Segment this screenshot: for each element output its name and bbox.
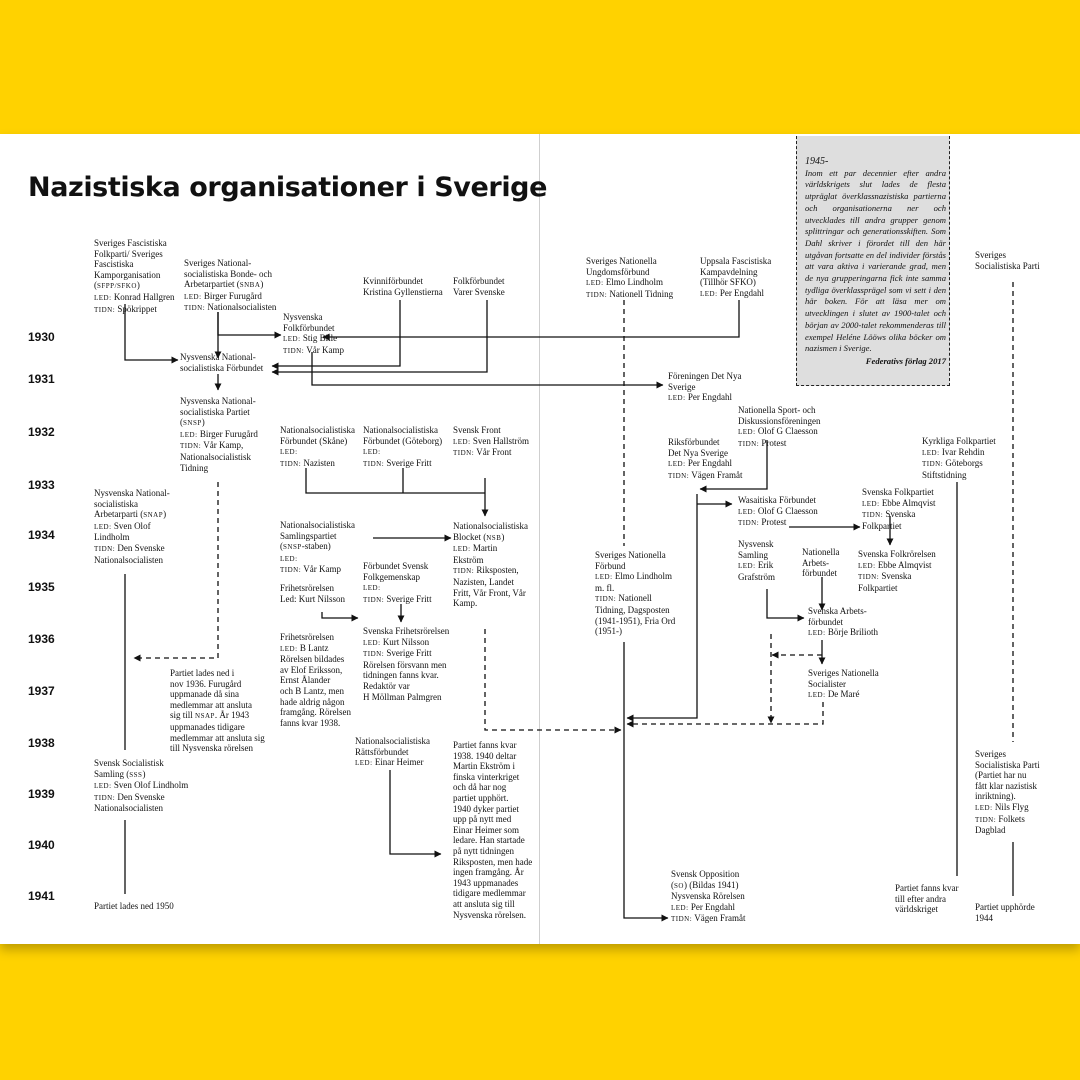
epilogue-note <box>796 136 950 386</box>
org-line: LED: Elmo Lindholm <box>595 571 673 582</box>
org-line: socialistiska Partiet <box>180 406 250 417</box>
org-line: Nationalsocialisten <box>94 803 163 814</box>
page-title: Nazistiska organisationer i Sverige <box>28 172 548 203</box>
connector-11 <box>306 468 485 493</box>
org-line: TIDN: Protest <box>738 517 787 528</box>
connector-15 <box>322 612 358 618</box>
org-line: TIDN: Göteborgs <box>922 458 983 469</box>
org-line: Folkparti/ Sveriges <box>94 248 163 259</box>
org-line: LED: <box>280 448 298 457</box>
org-line: LED: Konrad Hallgren <box>94 291 175 302</box>
connector-18 <box>390 770 441 854</box>
org-line: upp på nytt med <box>453 814 512 825</box>
org-line: Sveriges Fascistiska <box>94 238 167 248</box>
org-line: Tidning, Dagsposten <box>595 604 670 615</box>
org-line: Partiet lades ned 1950 <box>94 901 174 911</box>
org-line: sig till NSAP. År 1943 <box>170 710 250 721</box>
org-line: Einar Heimer som <box>453 824 519 835</box>
org-line: till efter andra <box>895 893 946 904</box>
org-line: framgång. Rörelsen <box>280 707 351 718</box>
org-line: TIDN: Vägen Framåt <box>671 913 746 924</box>
org-line: Folkgemenskap <box>363 571 420 582</box>
org-line: Det Nya Sverige <box>668 447 728 458</box>
org-line: Förbundet (Göteborg) <box>363 435 443 446</box>
org-line: (1951-) <box>595 626 622 637</box>
org-line: LED: De Maré <box>808 689 860 700</box>
org-line: Sveriges <box>975 250 1006 260</box>
org-line: (SNSP-staben) <box>280 541 331 552</box>
org-line: Svenska Folkpartiet <box>862 487 934 497</box>
org-line: LED: Ebbe Almqvist <box>862 497 936 508</box>
org-line: Blocket (NSB) <box>453 531 505 542</box>
org-line: TIDN: Nationalsocialisten <box>184 302 277 313</box>
org-line: LED: <box>363 448 381 457</box>
year-label-1936: 1936 <box>28 632 55 646</box>
org-line: finska vinterkriget <box>453 771 520 782</box>
org-line: TIDN: Vår Front <box>453 447 512 458</box>
org-line: (Tillhör SFKO) <box>700 277 756 288</box>
org-line: Svensk Front <box>453 425 501 435</box>
connector-21 <box>700 440 767 489</box>
org-line: LED: Nils Flyg <box>975 801 1029 812</box>
org-line: (SFPP/SFKO) <box>94 280 140 291</box>
org-line: LED: Ebbe Almqvist <box>858 559 932 570</box>
org-line: Diskussionsföreningen <box>738 415 821 426</box>
org-line: TIDN: Protest <box>738 437 787 448</box>
org-line: Rörelsen bildades <box>280 654 345 665</box>
org-line: Redaktör var <box>363 680 410 691</box>
org-line: tidningen fanns kvar. <box>363 670 439 681</box>
org-line: Socialistiska Parti <box>975 759 1040 770</box>
org-line: Varer Svenske <box>453 286 505 297</box>
org-line: socialistiska Förbundet <box>180 362 264 373</box>
org-line: Grafström <box>738 571 775 582</box>
org-line: Folkpartiet <box>862 520 902 531</box>
org-line: Nysvenska <box>283 312 323 322</box>
org-line: Frihetsrörelsen <box>280 632 334 642</box>
year-label-1932: 1932 <box>28 425 55 439</box>
org-line: LED: Ivar Rehdin <box>922 446 985 457</box>
org-line: Arbets- <box>802 557 829 568</box>
org-line: TIDN: Svenska <box>858 571 912 582</box>
org-line: Förbund <box>595 560 626 571</box>
org-line: Kristina Gyllenstierna <box>363 286 443 297</box>
org-line: Nationella Sport- och <box>738 405 816 415</box>
org-line: Lindholm <box>94 532 130 543</box>
org-line: Arbetarpartiet (SNBA) <box>184 279 264 290</box>
org-line: 1943 uppmanades <box>453 877 519 888</box>
org-line: LED: Sven Olof <box>94 520 151 531</box>
org-line: Led: Kurt Nilsson <box>280 593 345 604</box>
org-line: LED: Sven Hallström <box>453 435 530 446</box>
org-line: LED: Börje Brilioth <box>808 627 879 638</box>
org-line: Nationalsocialistiska <box>363 425 438 435</box>
year-label-1935: 1935 <box>28 580 55 594</box>
org-line: TIDN: Nationell Tidning <box>586 288 674 299</box>
org-line: Sveriges <box>975 749 1006 759</box>
org-line: 1940 dyker partiet <box>453 803 519 814</box>
book-spread <box>0 134 1080 944</box>
org-line: socialistiska <box>94 498 138 509</box>
org-line: medlemmar att ansluta sig <box>170 732 265 743</box>
org-line: (Partiet har nu <box>975 770 1027 781</box>
org-line: Kamp. <box>453 598 478 609</box>
org-line: Ernst Ålander <box>280 675 331 686</box>
org-line: Kvinniförbundet <box>363 276 423 286</box>
org-line: Nationalsocialisten <box>94 554 163 565</box>
org-line: Svenska Arbets- <box>808 606 867 616</box>
org-line: LED: Per Engdahl <box>671 901 736 912</box>
org-line: medlemmar att ansluta <box>170 699 252 710</box>
org-line: TIDN: Sverige Fritt <box>363 648 432 659</box>
org-line: LED: Olof G Claesson <box>738 426 818 437</box>
org-line: tidigare medlemmar <box>453 888 526 899</box>
org-line: Kamporganisation <box>94 269 161 280</box>
org-line: LED: Stig Bille <box>283 333 338 344</box>
org-line: LED: Per Engdahl <box>668 392 733 403</box>
org-line: m. fl. <box>595 582 615 593</box>
org-line: Socialistiska Parti <box>975 260 1040 271</box>
org-line: Socialister <box>808 678 846 689</box>
org-line: Nysvenska Rörelsen <box>671 891 745 902</box>
connector-17 <box>485 629 621 730</box>
connector-31 <box>624 642 668 918</box>
org-line: H Möllman Palmgren <box>363 691 442 702</box>
org-line: till Nysvenska rörelsen <box>170 743 253 754</box>
year-label-1931: 1931 <box>28 372 55 386</box>
org-line: Fritt, Vår Front, Vår <box>453 587 526 598</box>
org-line: Riksförbundet <box>668 437 720 447</box>
note-year: 1945- <box>805 156 829 167</box>
org-line: uppmanades tidigare <box>170 721 245 732</box>
org-line: (1941-1951), Fria Ord <box>595 615 676 626</box>
org-line: Stiftstidning <box>922 469 967 480</box>
org-line: TIDN: Svenska <box>862 509 916 520</box>
connector-30 <box>627 702 823 724</box>
org-line: Nysvensk <box>738 539 774 549</box>
org-line: LED: Birger Furugård <box>184 290 262 301</box>
org-line: uppmanade då sina <box>170 689 239 700</box>
org-line: Nysvenska National- <box>180 396 256 406</box>
org-line: Riksposten, men hade <box>453 856 533 867</box>
org-line: Ungdomsförbund <box>586 266 650 277</box>
org-line: LED: B Lantz <box>280 642 329 653</box>
org-line: och B Lantz, men <box>280 685 344 696</box>
org-line: nov 1936. Furugård <box>170 678 242 689</box>
org-line: förbundet <box>802 568 837 579</box>
year-label-1930: 1930 <box>28 330 55 344</box>
year-label-1940: 1940 <box>28 838 55 852</box>
org-line: Partiet lades ned i <box>170 668 235 678</box>
org-line: Partiet upphörde <box>975 902 1035 912</box>
org-line: Sveriges Nationella <box>595 550 666 560</box>
org-line: LED: <box>280 554 298 563</box>
org-line: Förbundet Svensk <box>363 561 429 571</box>
org-line: Förbundet (Skåne) <box>280 435 348 446</box>
org-line: på nytt tidningen <box>453 845 514 856</box>
org-line: LED: Elmo Lindholm <box>586 277 664 288</box>
org-line: av Elof Eriksson, <box>280 664 343 675</box>
org-line: Samling <box>738 549 769 560</box>
org-line: TIDN: Vår Kamp <box>280 564 341 575</box>
org-line: Svensk Opposition <box>671 869 740 879</box>
org-line: Nationalsocialistisk <box>180 451 251 462</box>
org-line: Sveriges Nationella <box>586 256 657 266</box>
org-line: hade aldrig någon <box>280 696 345 707</box>
org-line: LED: Sven Olof Lindholm <box>94 780 189 791</box>
org-line: ledare. Han startade <box>453 835 525 846</box>
org-line: ingen framgång. År <box>453 867 524 878</box>
org-line: världskriget <box>895 904 938 915</box>
org-line: Sveriges National- <box>184 258 252 268</box>
org-line: Svenska Folkrörelsen <box>858 549 936 559</box>
org-line: LED: Birger Furugård <box>180 428 258 439</box>
org-line: Nationella <box>802 547 840 557</box>
org-line: TIDN: Sverige Fritt <box>363 457 432 468</box>
org-line: 1938. 1940 deltar <box>453 750 517 761</box>
org-line: Folkförbundet <box>453 276 505 286</box>
org-line: Kampavdelning <box>700 266 758 277</box>
org-line: Frihetsrörelsen <box>280 583 334 593</box>
year-label-1934: 1934 <box>28 528 55 542</box>
connector-8 <box>134 482 218 658</box>
connector-25 <box>767 589 804 618</box>
year-label-1941: 1941 <box>28 889 55 903</box>
org-line: TIDN: Vår Kamp, <box>180 440 244 451</box>
connector-3 <box>272 300 400 366</box>
org-line: TIDN: Den Svenske <box>94 542 165 553</box>
org-line: Svenska Frihetsrörelsen <box>363 626 450 636</box>
org-line: Partiet fanns kvar <box>453 740 517 750</box>
org-line: LED: <box>363 584 381 593</box>
org-line: TIDN: Vår Kamp <box>283 344 344 355</box>
org-line: TIDN: Riksposten, <box>453 565 519 576</box>
org-line: Ekström <box>453 554 484 565</box>
connector-1 <box>218 312 281 335</box>
org-line: Rörelsen försvann men <box>363 659 447 670</box>
org-line: Arbetarparti (SNAP) <box>94 509 167 520</box>
org-line: Wasaitiska Förbundet <box>738 495 817 505</box>
org-line: Dagblad <box>975 825 1006 836</box>
org-line: Folkpartiet <box>858 582 898 593</box>
org-line: Nationalsocialistiska <box>355 736 430 746</box>
org-line: Samlingspartiet <box>280 530 337 541</box>
org-line: Nationalsocialistiska <box>453 521 528 531</box>
org-line: (SNSP) <box>180 417 205 428</box>
org-line: fanns kvar 1938. <box>280 717 341 728</box>
connector-5 <box>323 300 739 337</box>
note-publisher: Federativs förlag 2017 <box>865 355 946 366</box>
org-line: Partiet fanns kvar <box>895 883 959 893</box>
year-label-1938: 1938 <box>28 736 55 750</box>
org-line: fått klar nazistisk <box>975 780 1037 791</box>
org-line: förbundet <box>808 616 843 627</box>
connector-4 <box>272 300 487 372</box>
org-line: Sverige <box>668 381 696 392</box>
connector-20 <box>627 494 697 718</box>
org-line: Nationalsocialistiska <box>280 425 355 435</box>
org-line: Nazisten, Landet <box>453 576 514 587</box>
org-line: TIDN: Spökrippet <box>94 303 157 314</box>
org-line: LED: Martin <box>453 543 498 554</box>
org-line: Föreningen Det Nya <box>668 371 742 381</box>
org-line: LED: Einar Heimer <box>355 757 424 768</box>
org-line: LED: Per Engdahl <box>668 458 733 469</box>
org-line: Rättsförbundet <box>355 746 409 757</box>
org-line: TIDN: Nationell <box>595 593 652 604</box>
year-label-1939: 1939 <box>28 787 55 801</box>
org-line: Uppsala Fascistiska <box>700 256 772 266</box>
org-line: 1944 <box>975 912 993 923</box>
org-line: Folkförbundet <box>283 322 335 333</box>
org-line: och då har nog <box>453 782 507 793</box>
org-line: socialistiska Bonde- och <box>184 268 272 279</box>
org-line: TIDN: Vägen Framåt <box>668 469 743 480</box>
org-line: TIDN: Nazisten <box>280 457 335 468</box>
org-line: LED: Kurt Nilsson <box>363 636 430 647</box>
org-line: Nysvenska rörelsen. <box>453 909 526 920</box>
connector-0 <box>125 304 178 360</box>
org-line: Svensk Socialistisk <box>94 758 164 768</box>
org-line: Nationalsocialistiska <box>280 520 355 530</box>
org-line: LED: Per Engdahl <box>700 287 765 298</box>
note-text: Inom ett par decennier efter andra världskrigets slut lades de flesta utpräglat överklassnazistiska partierna och organisationerna ner och utvecklades till andra grupper genom splittringar och generationsskiften. Som Dahl skriver i förordet till den här utgåvan fortsatte en del individer förstås att vara aktiva i varierande grad, men de nya grupperingarna fick inte samma tydliga överklassprägel som vi sett i den här boken. För att läsa mer om utvecklingen i slutet av 1900-talet och början av 2000-talet rekommenderas till exempel Heléne Lööws olika böcker om nazismen i Sverige. <box>805 167 946 354</box>
org-line: TIDN: Folkets <box>975 813 1025 824</box>
org-line: Martin Ekström i <box>453 761 515 772</box>
org-line: (SO) (Bildas 1941) <box>671 879 739 890</box>
org-line: partiet upphört. <box>453 792 509 803</box>
year-label-1937: 1937 <box>28 684 55 698</box>
org-line: TIDN: Den Svenske <box>94 791 165 802</box>
org-line: inriktning). <box>975 791 1016 802</box>
org-line: Fascistiska <box>94 259 134 270</box>
org-line: Sveriges Nationella <box>808 668 879 678</box>
org-line: LED: Olof G Claesson <box>738 505 818 516</box>
org-line: Nysvenska National- <box>180 352 256 362</box>
org-line: Tidning <box>180 462 209 473</box>
org-line: Kyrkliga Folkpartiet <box>922 436 996 446</box>
org-line: TIDN: Sverige Fritt <box>363 593 432 604</box>
org-line: Nysvenska National- <box>94 488 170 498</box>
org-line: Samling (SSS) <box>94 768 146 779</box>
year-label-1933: 1933 <box>28 478 55 492</box>
org-line: att ansluta sig till <box>453 898 515 909</box>
org-line: LED: Erik <box>738 560 774 571</box>
